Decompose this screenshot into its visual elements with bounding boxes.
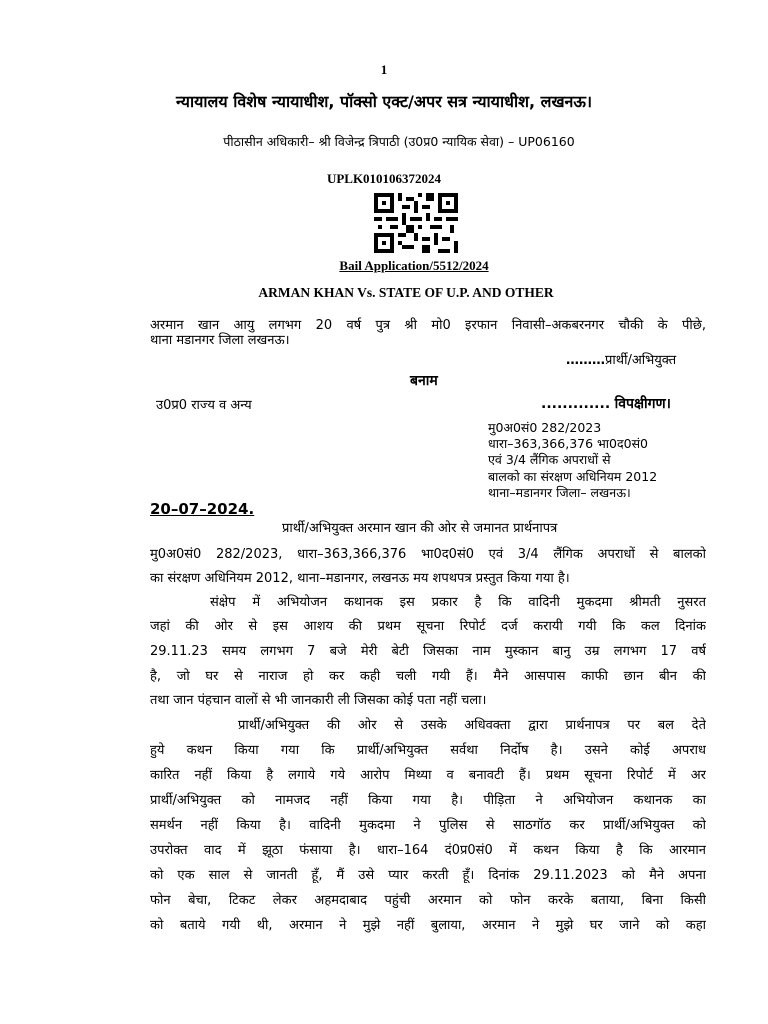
- applicant-line-2: थाना मडानगर जिला लखनऊ।: [150, 333, 290, 348]
- body-line: उपरोक्त वाद में झूठा फंसाया है। धारा–164 दं0प्र0सं0 में कथन किया है कि आरमान: [150, 843, 706, 858]
- applicant-role-dots: ………: [566, 353, 605, 368]
- body-line: तथा जान पंहचान वालों से भी जानकारी ली जिसका कोई पता नहीं चला।: [150, 693, 487, 708]
- versus-label: बनाम: [410, 373, 438, 389]
- body-line: फोन बेचा, टिकट लेकर अहमदाबाद पहुंची अरमान को फोन करके बताया, बिना किसी: [150, 893, 706, 908]
- body-line: को एक साल से जानती हूँ, मैं उसे प्यार करती हूँ। दिनांक 29.11.2023 को मैने अपना: [150, 868, 706, 883]
- body-line: प्रार्थी/अभियुक्त को नामजद नहीं किया गया है। पीड़िता ने अभियोजन कथानक का: [150, 793, 706, 808]
- body-line: कारित नहीं किया है लगाये गये आरोप मिथ्या व बनावटी हैं। प्रथम सूचना रिपोर्ट में अर: [150, 768, 706, 783]
- case-title: ARMAN KHAN Vs. STATE OF U.P. AND OTHER: [258, 285, 554, 300]
- presiding-officer: पीठासीन अधिकारी– श्री विजेन्द्र त्रिपाठी (उ0प्र0 न्यायिक सेवा) – UP06160: [223, 134, 575, 149]
- body-line: समर्थन नहीं किया है। वादिनी मुकदमा ने पुलिस से साठगॉठ कर प्रार्थी/अभियुक्त को: [150, 818, 706, 833]
- body-line: जहां की ओर से इस आशय की प्रथम सूचना रिपोर्ट दर्ज करायी गयी कि कल दिनांक: [150, 619, 706, 634]
- body-line: 29.11.23 समय लगभग 7 बजे मेरी बेटी जिसका नाम मुस्कान बानु उम्र लगभग 17 वर्ष: [150, 644, 706, 659]
- body-line: है, जो घर से नाराज हो कर कही चली गयी हैं। मैने आसपास काफी छान बीन की: [150, 669, 706, 684]
- case-detail-line: मु0अ0सं0 282/2023: [488, 420, 602, 435]
- court-heading: न्यायालय विशेष न्यायाधीश, पॉक्सो एक्ट/अपर सत्र न्यायाधीश, लखनऊ।: [175, 92, 593, 111]
- body-line: का संरक्षण अधिनियम 2012, थाना–मडानगर, लखनऊ मय शपथपत्र प्रस्तुत किया गया है।: [150, 571, 570, 586]
- respondent-name: उ0प्र0 राज्य व अन्य: [156, 398, 252, 413]
- body-line: मु0अ0सं0 282/2023, धारा–363,366,376 भा0द0सं0 एवं 3/4 लैंगिक अपराधों से बालको: [150, 547, 706, 562]
- respondent-role: [541, 394, 671, 413]
- page-number: 1: [380, 62, 388, 77]
- body-line: प्रार्थी/अभियुक्त अरमान खान की ओर से जमानत प्रार्थनापत्र: [282, 521, 558, 536]
- case-number: Bail Application/5512/2024: [339, 258, 489, 273]
- case-detail-line: थाना–मडानगर जिला– लखनऊ।: [488, 484, 631, 500]
- order-date: 20–07–2024.: [150, 500, 255, 518]
- case-details: [488, 420, 657, 501]
- body-line: प्रार्थी/अभियुक्त की ओर से उसके अधिवक्ता द्वारा प्रार्थनापत्र पर बल देते: [238, 718, 706, 733]
- respondent-role-dots: .............: [541, 396, 611, 412]
- body-line: को बताये गयी थी, अरमान ने मुझे नहीं बुलाया, अरमान ने मुझे घर जाने को कहा: [150, 918, 706, 933]
- cnr-number: UPLK010106372024: [326, 171, 442, 186]
- applicant-line-1: अरमान खान आयु लगभग 20 वर्ष पुत्र श्री मो0 इरफान निवासी–अकबरनगर चौकी के पीछे,: [150, 318, 706, 333]
- respondent-role-label: विपक्षीगण।: [614, 396, 671, 412]
- case-detail-line: बालको का संरक्षण अधिनियम 2012: [488, 468, 658, 484]
- body-line: हुये कथन किया गया कि प्रार्थी/अभियुक्त सर्वथा निर्दोष है। उसने कोई अपराध: [150, 743, 706, 758]
- case-detail-line: एवं 3/4 लैंगिक अपराधों से: [488, 452, 611, 468]
- qr-code-icon: [374, 192, 458, 254]
- applicant-role-label: प्रार्थी/अभियुक्त: [605, 353, 677, 368]
- case-detail-line: धारा–363,366,376 भा0द0सं0: [488, 436, 648, 452]
- body-line: संक्षेप में अभियोजन कथानक इस प्रकार है कि वादिनी मुकदमा श्रीमती नुसरत: [210, 595, 706, 610]
- applicant-role: [566, 350, 676, 368]
